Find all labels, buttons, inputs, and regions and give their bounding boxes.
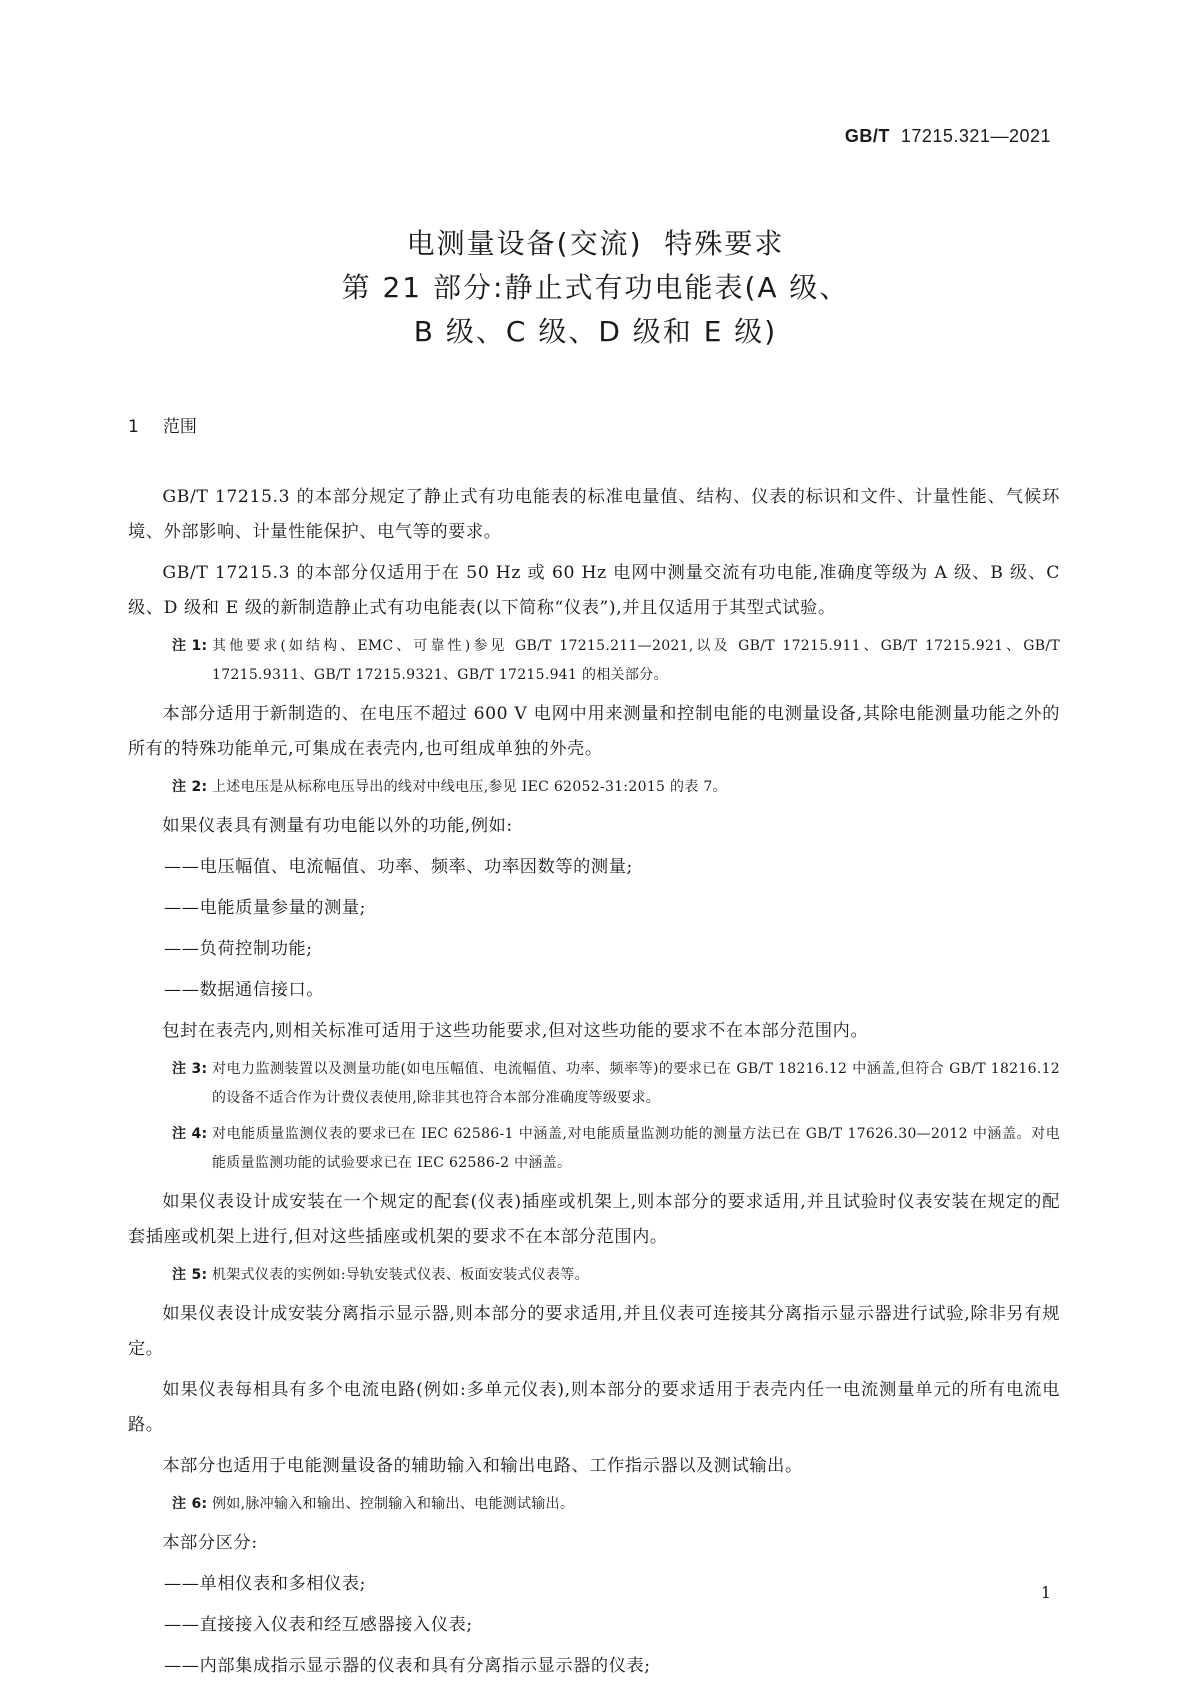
list-item bbox=[128, 973, 1060, 1008]
list-item-text: 电能质量参量的测量; bbox=[199, 898, 367, 918]
standard-prefix: GB/T bbox=[844, 126, 890, 146]
dash-marker: —— bbox=[164, 1574, 200, 1594]
note-label: 注 5: bbox=[172, 1267, 208, 1283]
note bbox=[128, 1261, 1060, 1290]
list-item-text: 电压幅值、电流幅值、功率、频率、功率因数等的测量; bbox=[199, 857, 633, 877]
list-item-text: 数据通信接口。 bbox=[199, 980, 325, 1000]
paragraph: 如果仪表具有测量有功电能以外的功能,例如: bbox=[162, 816, 513, 836]
paragraph: 如果仪表设计成安装分离指示显示器,则本部分的要求适用,并且仪表可连接其分离指示显示器进行试验,除非另有规定。 bbox=[128, 1304, 1060, 1359]
note-text: 对电力监测装置以及测量功能(如电压幅值、电流幅值、功率、频率等)的要求已在 GB/T 18216.12 中涵盖,但符合 GB/T 18216.12 的设备不适合作为计费仪表使用,除非其也符合本部分准确度等级要求。 bbox=[212, 1061, 1060, 1106]
section-heading bbox=[128, 412, 197, 437]
note-text: 机架式仪表的实例如:导轨安装式仪表、板面安装式仪表等。 bbox=[212, 1267, 589, 1283]
note bbox=[128, 1120, 1060, 1178]
standard-number bbox=[845, 126, 1051, 147]
page-number: 1 bbox=[1040, 1583, 1051, 1602]
paragraph: 本部分区分: bbox=[162, 1533, 258, 1553]
paragraph: 本部分适用于新制造的、在电压不超过 600 V 电网中用来测量和控制电能的电测量设备,其除电能测量功能之外的所有的特殊功能单元,可集成在表壳内,也可组成单独的外壳。 bbox=[128, 704, 1060, 759]
dash-marker: —— bbox=[164, 980, 200, 1000]
note bbox=[128, 632, 1060, 690]
note-text: 例如,脉冲输入和输出、控制输入和输出、电能测试输出。 bbox=[212, 1496, 575, 1512]
paragraph: 包封在表壳内,则相关标准可适用于这些功能要求,但对这些功能的要求不在本部分范围内。 bbox=[162, 1021, 869, 1041]
list-item-text: 直接接入仪表和经互感器接入仪表; bbox=[199, 1615, 473, 1635]
list-item-text: 负荷控制功能; bbox=[199, 939, 313, 959]
body-text bbox=[128, 480, 1060, 1690]
note-text: 上述电压是从标称电压导出的线对中线电压,参见 IEC 62052-31:2015 的表 7。 bbox=[212, 779, 727, 795]
note-label: 注 6: bbox=[172, 1496, 208, 1512]
list-item-text: 单相仪表和多相仪表; bbox=[199, 1574, 367, 1594]
section-title: 范围 bbox=[162, 417, 197, 437]
paragraph: 本部分也适用于电能测量设备的辅助输入和输出电路、工作指示器以及测试输出。 bbox=[162, 1456, 803, 1476]
list-item bbox=[128, 850, 1060, 885]
note-label: 注 4: bbox=[172, 1126, 208, 1142]
list-item-text: 内部集成指示显示器的仪表和具有分离指示显示器的仪表; bbox=[199, 1656, 651, 1676]
title-line-1: 电测量设备(交流) 特殊要求 bbox=[406, 227, 785, 260]
dash-marker: —— bbox=[164, 1656, 200, 1676]
note bbox=[128, 1055, 1060, 1113]
list-item bbox=[128, 932, 1060, 967]
paragraph: GB/T 17215.3 的本部分仅适用于在 50 Hz 或 60 Hz 电网中测量交流有功电能,准确度等级为 A 级、B 级、C 级、D 级和 E 级的新制造静止式有功电能表(以下简称“仪表”),并且仅适用于其型式试验。 bbox=[128, 563, 1060, 618]
note bbox=[128, 773, 1060, 802]
dash-marker: —— bbox=[164, 898, 200, 918]
dash-marker: —— bbox=[164, 1615, 200, 1635]
note bbox=[128, 1490, 1060, 1519]
list-item bbox=[128, 1649, 1060, 1684]
note-label: 注 3: bbox=[172, 1061, 208, 1077]
title-line-2: 第 21 部分:静止式有功电能表(A 级、 bbox=[341, 271, 850, 304]
list-item bbox=[128, 1567, 1060, 1602]
paragraph: GB/T 17215.3 的本部分规定了静止式有功电能表的标准电量值、结构、仪表的标识和文件、计量性能、气候环境、外部影响、计量性能保护、电气等的要求。 bbox=[128, 487, 1060, 542]
paragraph: 如果仪表每相具有多个电流电路(例如:多单元仪表),则本部分的要求适用于表壳内任一电流测量单元的所有电流电路。 bbox=[128, 1380, 1060, 1435]
document-title bbox=[130, 222, 1061, 354]
standard-code: 17215.321—2021 bbox=[900, 126, 1051, 146]
note-label: 注 1: bbox=[172, 638, 208, 654]
paragraph: 如果仪表设计成安装在一个规定的配套(仪表)插座或机架上,则本部分的要求适用,并且试验时仪表安装在规定的配套插座或机架上进行,但对这些插座或机架的要求不在本部分范围内。 bbox=[128, 1192, 1060, 1247]
dash-marker: —— bbox=[164, 939, 200, 959]
note-text: 对电能质量监测仪表的要求已在 IEC 62586-1 中涵盖,对电能质量监测功能的测量方法已在 GB/T 17626.30—2012 中涵盖。对电能质量监测功能的试验要求已在 IEC 62586-2 中涵盖。 bbox=[212, 1126, 1060, 1171]
note-label: 注 2: bbox=[172, 779, 208, 795]
list-item bbox=[128, 1608, 1060, 1643]
note-text: 其他要求(如结构、EMC、可靠性)参见 GB/T 17215.211—2021,以及 GB/T 17215.911、GB/T 17215.921、GB/T 17215.9311、GB/T 17215.9321、GB/T 17215.941 的相关部分。 bbox=[212, 638, 1060, 683]
section-number: 1 bbox=[128, 417, 139, 437]
dash-marker: —— bbox=[164, 857, 200, 877]
list-item bbox=[128, 891, 1060, 926]
title-line-3: B 级、C 级、D 级和 E 级) bbox=[413, 315, 778, 348]
